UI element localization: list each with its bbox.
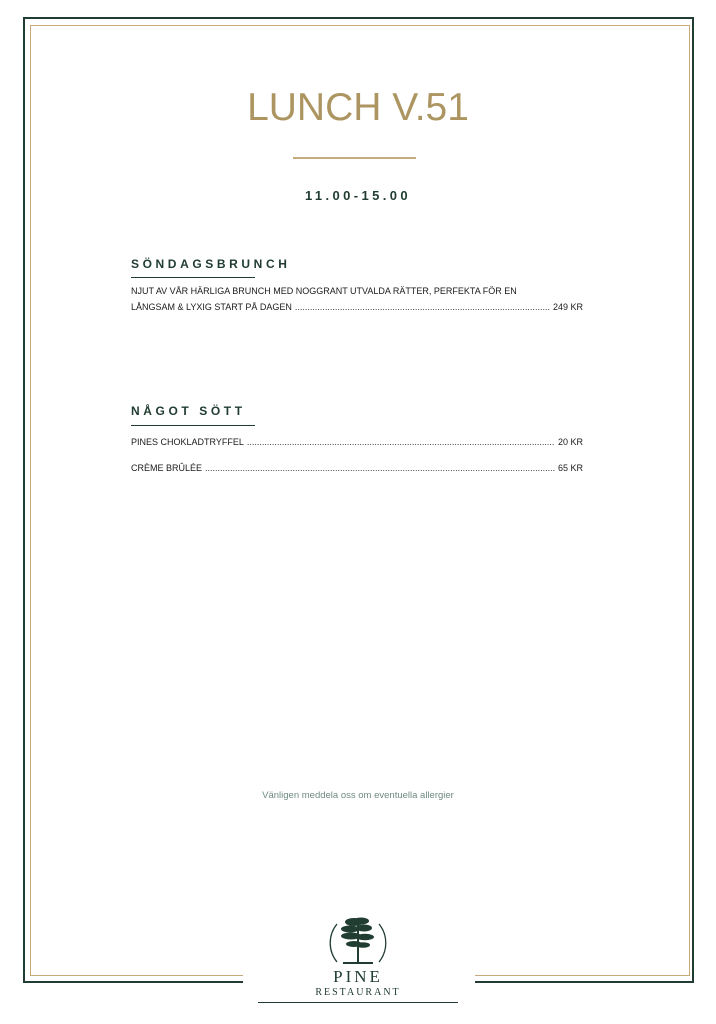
- section-heading-dessert: NÅGOT SÖTT: [131, 404, 246, 418]
- logo-underline: [258, 1002, 458, 1003]
- item-price: 249 KR: [552, 302, 583, 312]
- section-divider-dessert: [131, 425, 255, 426]
- logo-subtitle: RESTAURANT: [315, 987, 401, 998]
- title-divider: [293, 157, 416, 159]
- logo-wordmark: PINE: [333, 967, 383, 986]
- allergy-note: Vänligen meddela oss om eventuella allergier: [262, 790, 454, 801]
- item-price: 20 KR: [557, 437, 583, 447]
- menu-item: [131, 460, 583, 476]
- item-name: PINES CHOKLADTRYFFEL: [131, 437, 244, 447]
- dot-leader: [295, 299, 550, 315]
- brunch-description-line2: LÅNGSAM & LYXIG START PÅ DAGEN: [131, 302, 292, 312]
- restaurant-logo: [255, 914, 461, 1006]
- menu-title: LUNCH V.51: [247, 86, 469, 129]
- item-name: CRÈME BRÛLÉE: [131, 463, 203, 473]
- dot-leader: [247, 434, 555, 450]
- section-heading-brunch: SÖNDAGSBRUNCH: [131, 257, 291, 271]
- menu-item: [131, 434, 583, 450]
- brunch-description-line1: NJUT AV VÅR HÄRLIGA BRUNCH MED NOGGRANT UTVALDA RÄTTER, PERFEKTA FÖR EN: [131, 286, 517, 296]
- section-divider-brunch: [131, 277, 255, 278]
- item-price: 65 KR: [557, 463, 583, 473]
- dot-leader: [205, 460, 555, 476]
- inner-border: [30, 25, 690, 976]
- pine-tree-icon: [255, 914, 461, 968]
- menu-item-brunch: [131, 299, 583, 315]
- serving-hours: 11.00-15.00: [304, 188, 412, 203]
